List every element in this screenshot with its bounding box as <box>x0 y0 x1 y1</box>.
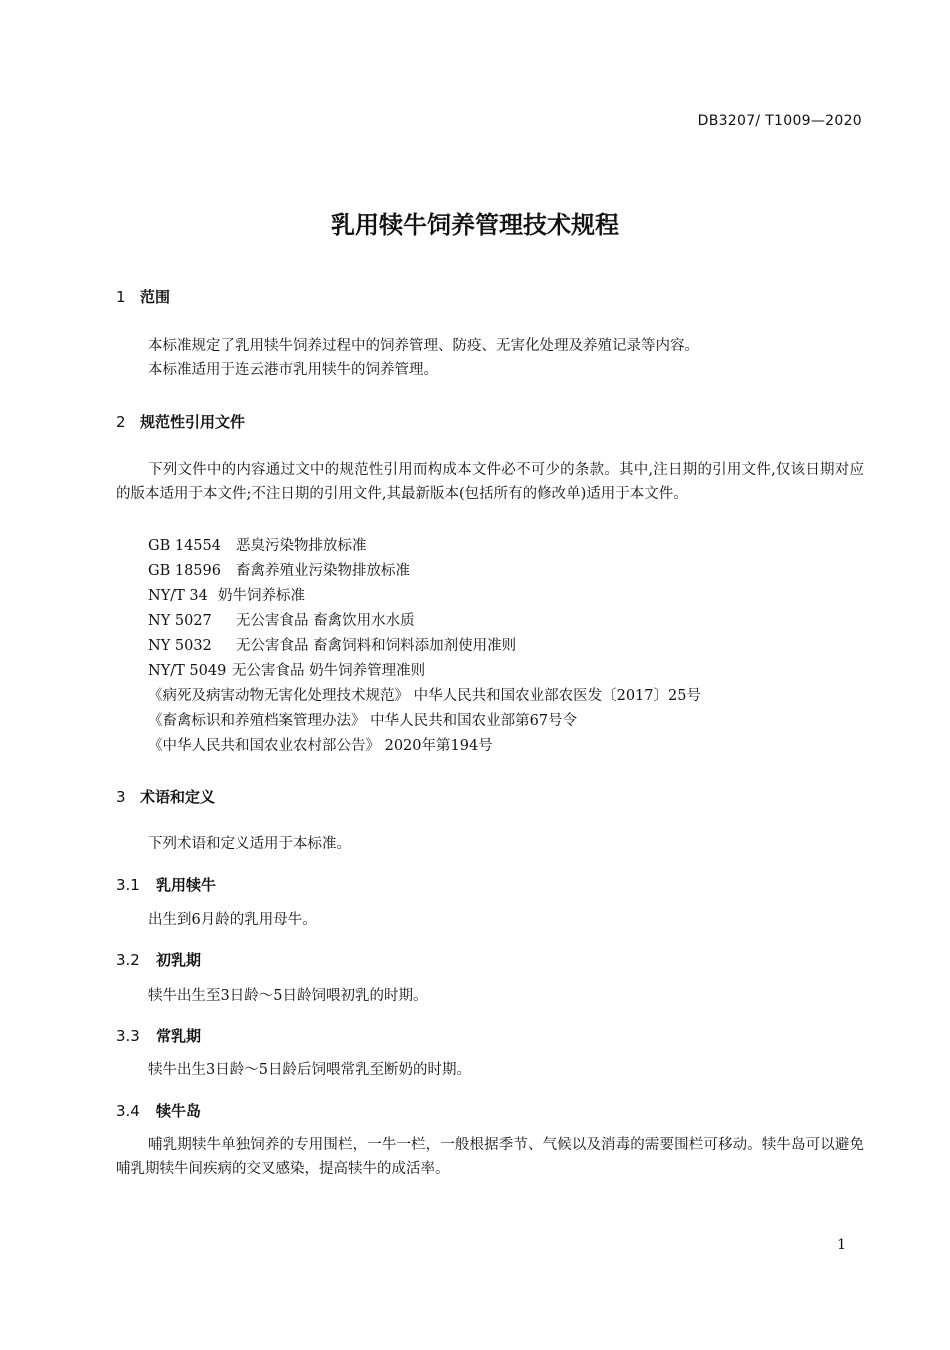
terms-intro-paragraph: 下列术语和定义适用于本标准。 <box>148 836 351 852</box>
term-definition: 哺乳期犊牛单独饲养的专用围栏，一牛一栏，一般根据季节、气候以及消毒的需要围栏可移动。犊牛岛可以避免哺乳期犊牛间疾病的交叉感染，提高犊牛的成活率。 <box>116 1137 864 1177</box>
reference-name: 无公害食品 畜禽饲料和饲料添加剂使用准则 <box>236 638 517 654</box>
term-definition: 犊牛出生3日龄～5日龄后饲喂常乳至断奶的时期。 <box>148 1062 471 1078</box>
reference-item <box>148 659 425 680</box>
term-definition: 犊牛出生至3日龄～5日龄饲喂初乳的时期。 <box>148 988 428 1004</box>
referenced-document: 《病死及病害动物无害化处理技术规范》 中华人民共和国农业部农医发〔2017〕25号 <box>148 688 701 704</box>
reference-name: 恶臭污染物排放标准 <box>236 538 367 554</box>
reference-code: NY 5027 <box>148 613 212 629</box>
term-title: 犊牛岛 <box>156 1102 202 1120</box>
reference-item <box>148 559 410 580</box>
referenced-document: 《中华人民共和国农业农村部公告》 2020年第194号 <box>148 738 493 754</box>
reference-name: 畜禽养殖业污染物排放标准 <box>236 563 410 579</box>
reference-code: NY/T 5049 <box>148 663 227 679</box>
term-heading <box>116 1025 201 1046</box>
reference-item <box>148 584 305 605</box>
reference-item <box>148 634 516 655</box>
scope-paragraph: 本标准适用于连云港市乳用犊牛的饲养管理。 <box>148 362 438 378</box>
reference-name: 无公害食品 畜禽饮用水水质 <box>236 613 415 629</box>
section-title: 术语和定义 <box>140 788 216 806</box>
reference-name: 奶牛饲养标准 <box>218 588 305 604</box>
term-title: 初乳期 <box>156 951 202 969</box>
reference-code: GB 18596 <box>148 563 221 579</box>
section-heading-terms-and-definitions <box>116 786 215 807</box>
referenced-document: 《畜禽标识和养殖档案管理办法》 中华人民共和国农业部第67号令 <box>148 713 578 729</box>
term-definition: 出生到6月龄的乳用母牛。 <box>148 912 317 928</box>
section-heading-normative-references <box>116 411 245 432</box>
term-number: 3.3 <box>116 1027 140 1045</box>
term-heading <box>116 874 216 895</box>
term-number: 3.1 <box>116 876 140 894</box>
scope-paragraph: 本标准规定了乳用犊牛饲养过程中的饲养管理、防疫、无害化处理及养殖记录等内容。 <box>148 338 699 354</box>
section-title: 规范性引用文件 <box>140 413 246 431</box>
reference-item <box>148 609 415 630</box>
section-heading-scope <box>116 286 170 307</box>
section-number: 2 <box>116 413 126 431</box>
term-number: 3.4 <box>116 1102 140 1120</box>
document-code: DB3207/ T1009—2020 <box>697 113 862 129</box>
reference-code: GB 14554 <box>148 538 221 554</box>
page-number: 1 <box>837 1237 846 1253</box>
reference-item <box>148 534 367 555</box>
term-title: 常乳期 <box>156 1027 202 1045</box>
term-title: 乳用犊牛 <box>156 876 217 894</box>
reference-code: NY 5032 <box>148 638 212 654</box>
document-title: 乳用犊牛饲养管理技术规程 <box>331 211 619 239</box>
term-number: 3.2 <box>116 951 140 969</box>
term-heading <box>116 1100 201 1121</box>
section-number: 1 <box>116 288 126 306</box>
term-heading <box>116 949 201 970</box>
references-intro-paragraph: 下列文件中的内容通过文中的规范性引用而构成本文件必不可少的条款。其中,注日期的引用文件,仅该日期对应的版本适用于本文件;不注日期的引用文件,其最新版本(包括所有的修改单)适用于本文件。 <box>116 462 864 502</box>
reference-name: 无公害食品 奶牛饲养管理准则 <box>232 663 426 679</box>
section-number: 3 <box>116 788 126 806</box>
reference-code: NY/T 34 <box>148 588 208 604</box>
section-title: 范围 <box>140 288 171 306</box>
